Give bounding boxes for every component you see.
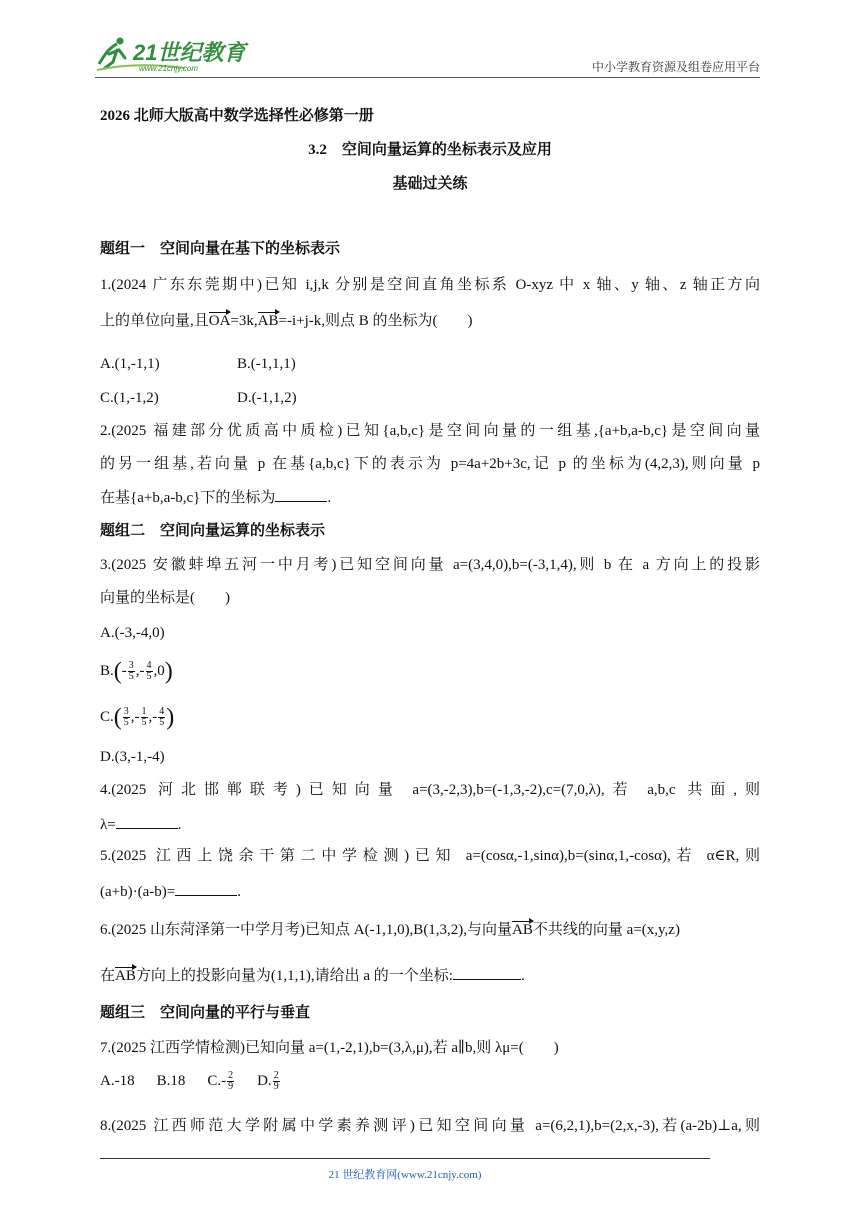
q3-option-b: B.(- $\frac{3}{5}$ ,- $\frac{4}{5}$ ,0) bbox=[100, 658, 173, 685]
q3-line2: 向量的坐标是( ) bbox=[100, 590, 230, 606]
q1-option-b: B.(-1,1,1) bbox=[237, 356, 296, 372]
q1-option-c: C.(1,-1,2) bbox=[100, 390, 159, 406]
fraction: $\frac{2}{9}$ bbox=[273, 1070, 279, 1093]
q7-option-c: C.- $\frac{2}{9}$ bbox=[207, 1070, 234, 1093]
q2-line3: 在基{a+b,a-b,c}下的坐标为 . bbox=[100, 487, 331, 508]
q6-line2: 在AB方向上的投影向量为(1,1,1),请给出 a 的一个坐标: . bbox=[100, 965, 525, 986]
q4-line2: λ= . bbox=[100, 814, 181, 835]
q7-line1: 7.(2025 江西学情检测)已知向量 a=(1,-2,1),b=(3,λ,μ),若 a∥b,则 λμ=( ) bbox=[100, 1040, 559, 1056]
answer-blank bbox=[275, 487, 327, 502]
logo-main-text: 21世纪教育 bbox=[133, 40, 246, 65]
q7-options bbox=[100, 1071, 281, 1092]
fraction: $\frac{2}{9}$ bbox=[228, 1070, 234, 1093]
vector-ab: AB bbox=[115, 968, 136, 984]
q4-line1: 4.(2025 河北邯郸联考)已知向量 a=(3,-2,3),b=(-1,3,-2),c=(7,0,λ),若 a,b,c 共面,则 bbox=[100, 782, 760, 798]
vector-ab: AB bbox=[257, 313, 279, 329]
group-title: 题组三 空间向量的平行与垂直 bbox=[100, 1005, 311, 1021]
fraction: $\frac{4}{5}$ bbox=[159, 706, 165, 729]
header-divider bbox=[95, 77, 760, 78]
footer-divider bbox=[100, 1158, 710, 1159]
section-subtitle: 基础过关练 bbox=[392, 176, 468, 192]
group-title: 题组二 空间向量运算的坐标表示 bbox=[100, 523, 326, 539]
q7-option-b: B.18 bbox=[156, 1073, 186, 1089]
q1-line1: 1.(2024 广东东莞期中)已知 i,j,k 分别是空间直角坐标系 O-xyz 中 x 轴、y 轴、z 轴正方向 bbox=[100, 277, 760, 293]
q5-line1: 5.(2025 江西上饶余干第二中学检测)已知 a=(cosα,-1,sinα),b=(sinα,1,-cosα),若 α∈R,则 bbox=[100, 848, 760, 864]
q2-line1: 2.(2025 福建部分优质高中质检)已知{a,b,c}是空间向量的一组基,{a+b,a-b,c}是空间向量 bbox=[100, 423, 760, 439]
book-title: 2026 北师大版高中数学选择性必修第一册 bbox=[100, 108, 374, 124]
q3-option-d: D.(3,-1,-4) bbox=[100, 749, 165, 765]
q7-option-d: D. $\frac{2}{9}$ bbox=[257, 1070, 279, 1093]
fraction: $\frac{3}{5}$ bbox=[123, 706, 129, 729]
q1-line2: 上的单位向量,且OA=3k,AB=-i+j-k,则点 B 的坐标为( ) bbox=[100, 313, 473, 329]
q7-option-a: A.-18 bbox=[100, 1073, 135, 1089]
vector-ab: AB bbox=[512, 922, 533, 938]
answer-blank bbox=[453, 965, 521, 980]
q2-line2: 的另一组基,若向量 p 在基{a,b,c}下的表示为 p=4a+2b+3c,记 p 的坐标为(4,2,3),则向量 p bbox=[100, 456, 760, 472]
vector-oa: OA bbox=[208, 313, 231, 329]
fraction: $\frac{3}{5}$ bbox=[128, 660, 134, 683]
fraction: $\frac{4}{5}$ bbox=[146, 660, 152, 683]
q8-line1: 8.(2025 江西师范大学附属中学素养测评)已知空间向量 a=(6,2,1),b=(2,x,-3),若(a-2b)⊥a,则 bbox=[100, 1118, 760, 1134]
q1-option-d: D.(-1,1,2) bbox=[237, 390, 297, 406]
q6-line1: 6.(2025 山东菏泽第一中学月考)已知点 A(-1,1,0),B(1,3,2),与向量AB不共线的向量 a=(x,y,z) bbox=[100, 922, 680, 938]
q3-option-c: C.( $\frac{3}{5}$ ,- $\frac{1}{5}$ ,- $\frac{4}{5}$ ) bbox=[100, 704, 175, 731]
q3-option-a: A.(-3,-4,0) bbox=[100, 625, 165, 641]
section-title: 3.2 空间向量运算的坐标表示及应用 bbox=[308, 142, 552, 158]
answer-blank bbox=[175, 881, 237, 896]
answer-blank bbox=[116, 814, 178, 829]
page-footer: 21 世纪教育网(www.21cnjy.com) bbox=[328, 1169, 482, 1181]
q1-option-a: A.(1,-1,1) bbox=[100, 356, 160, 372]
site-logo bbox=[95, 34, 265, 74]
group-title: 题组一 空间向量在基下的坐标表示 bbox=[100, 241, 341, 257]
fraction: $\frac{1}{5}$ bbox=[141, 706, 147, 729]
q3-line1: 3.(2025 安徽蚌埠五河一中月考)已知空间向量 a=(3,4,0),b=(-3,1,4),则 b 在 a 方向上的投影 bbox=[100, 557, 760, 573]
logo-sub-text: www.21cnjy.com bbox=[139, 64, 198, 73]
q5-line2: (a+b)·(a-b)= . bbox=[100, 881, 241, 902]
page-header bbox=[95, 30, 760, 78]
platform-name: 中小学教育资源及组卷应用平台 bbox=[591, 60, 760, 74]
